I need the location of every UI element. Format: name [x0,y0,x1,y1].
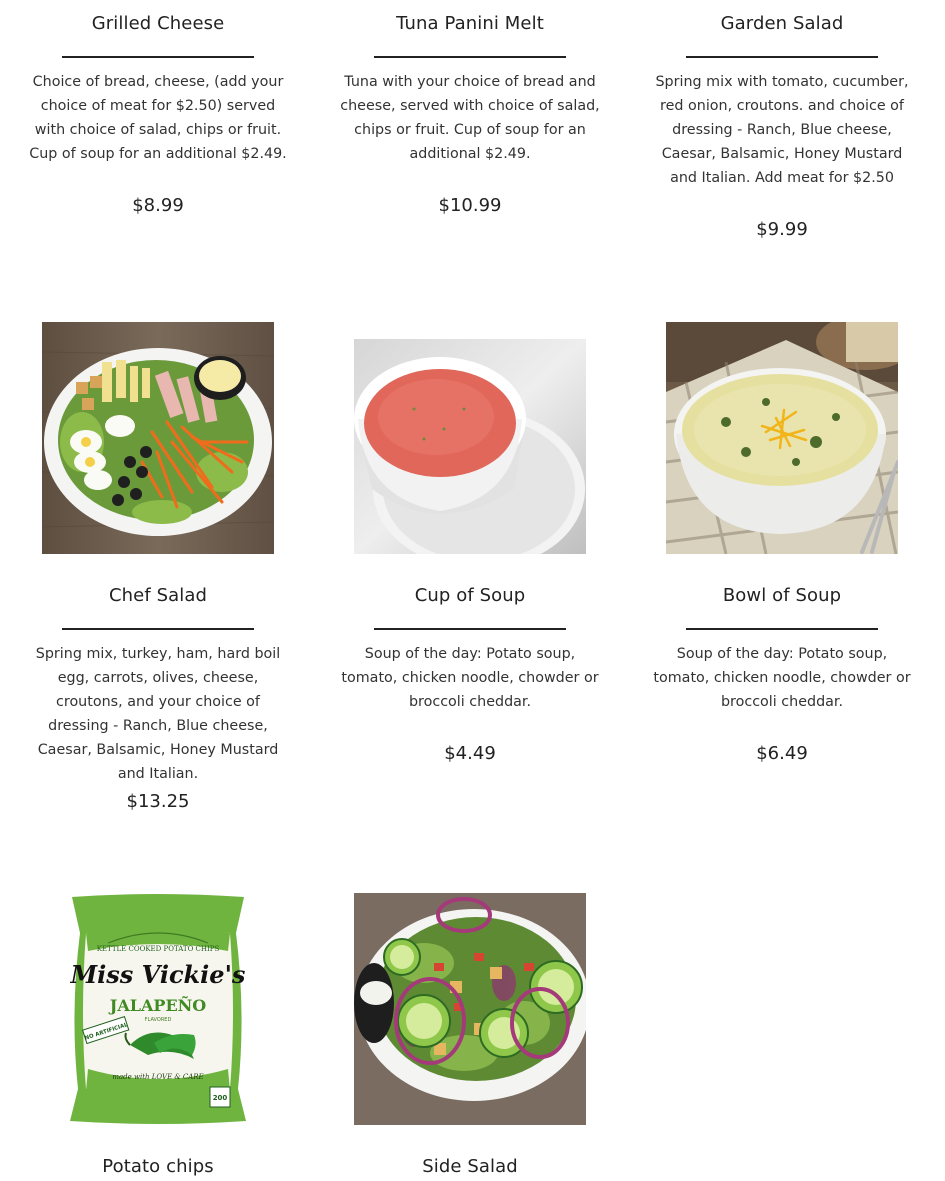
title-divider [62,628,254,630]
item-title: Bowl of Soup [722,585,842,606]
item-price: $10.99 [438,195,502,216]
item-title: Cup of Soup [414,585,526,606]
chips-brand: Miss Vickie's [70,960,246,989]
item-title: Grilled Cheese [91,13,225,34]
item-description: Choice of bread, cheese, (add your choice of meat for $2.50) served with choice of salad, chips or fruit. Cup of soup for an additional $2.49. [29,74,287,162]
bowl-of-soup-image [666,322,898,554]
chef-salad-image [42,322,274,554]
item-price: $13.25 [126,791,190,812]
title-divider [374,628,566,630]
potato-chips-image [68,893,248,1125]
cup-of-soup-image [354,339,586,554]
item-description: Spring mix with tomato, cucumber, red onion, croutons. and choice of dressing - Ranch, Blue cheese, Caesar, Balsamic, Honey Mustard and Italian. Add meat for $2.50 [655,74,909,186]
chips-flavor: JALAPEÑO [109,996,207,1015]
item-price: $4.49 [444,743,496,764]
chips-footer: made with LOVE & CARE [112,1073,204,1081]
chips-calories: 200 [212,1094,228,1102]
item-title: Side Salad [422,1156,518,1177]
side-salad-image [354,893,586,1125]
item-description: Spring mix, turkey, ham, hard boil egg, carrots, olives, cheese, croutons, and your choice of dressing - Ranch, Blue cheese, Caesar, Balsamic, Honey Mustard and Italian. [35,646,281,782]
item-title: Tuna Panini Melt [396,13,544,34]
chips-badge: NO ARTIFICIAL [84,1022,129,1042]
item-description: Soup of the day: Potato soup, tomato, chicken noodle, chowder or broccoli cheddar. [341,646,599,710]
title-divider [686,628,878,630]
item-description: Soup of the day: Potato soup, tomato, chicken noodle, chowder or broccoli cheddar. [653,646,911,710]
title-divider [686,56,878,58]
item-title: Garden Salad [720,13,844,34]
title-divider [374,56,566,58]
chips-tagline: KETTLE COOKED POTATO CHIPS [96,945,220,953]
item-price: $8.99 [132,195,184,216]
item-title: Chef Salad [108,585,208,606]
chips-flavor-sub: FLAVORED [144,1017,172,1023]
item-price: $6.49 [756,743,808,764]
item-title: Potato chips [102,1156,214,1177]
item-description: Tuna with your choice of bread and cheese, served with choice of salad, chips or fruit. Cup of soup for an additional $2.49. [340,74,600,162]
item-price: $9.99 [756,219,808,240]
title-divider [62,56,254,58]
